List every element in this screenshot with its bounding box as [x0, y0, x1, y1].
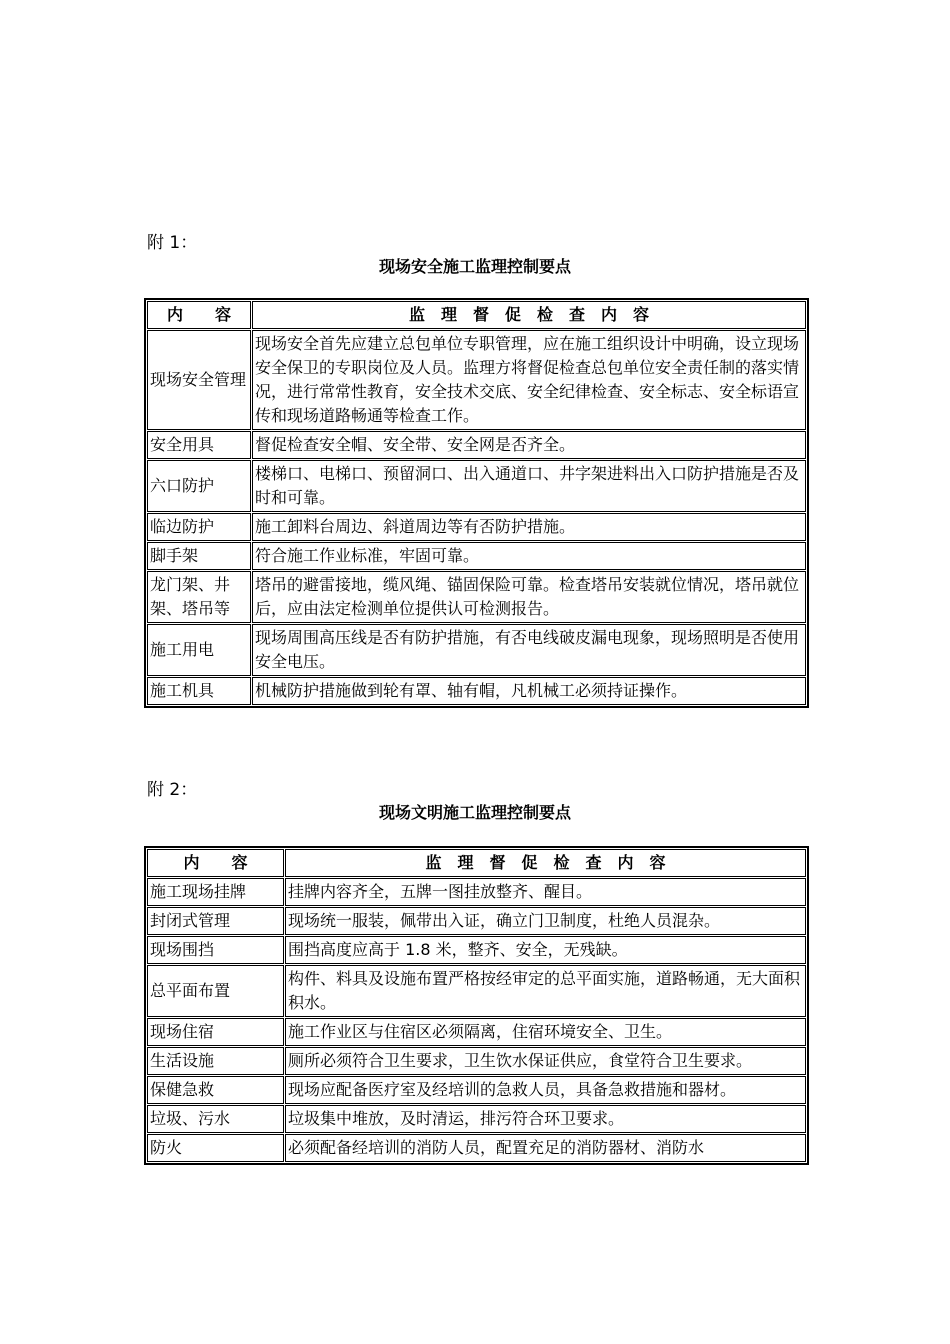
row-category: 防火 — [147, 1134, 284, 1162]
row-content: 塔吊的避雷接地，缆风绳、锚固保险可靠。检查塔吊安装就位情况，塔吊就位后，应由法定检测单位提供认可检测报告。 — [252, 571, 806, 623]
row-category: 垃圾、污水 — [147, 1105, 284, 1133]
row-category: 施工现场挂牌 — [147, 878, 284, 906]
table-row — [147, 965, 806, 1017]
row-category: 总平面布置 — [147, 965, 284, 1017]
row-content: 施工作业区与住宿区必须隔离，住宿环境安全、卫生。 — [285, 1018, 806, 1046]
header-content: 监 理 督 促 检 查 内 容 — [252, 301, 806, 329]
table-row — [147, 878, 806, 906]
table-header-row — [147, 301, 806, 329]
row-category: 六口防护 — [147, 460, 251, 512]
row-content: 督促检查安全帽、安全带、安全网是否齐全。 — [252, 431, 806, 459]
row-category: 生活设施 — [147, 1047, 284, 1075]
row-content: 机械防护措施做到轮有罩、轴有帽，凡机械工必须持证操作。 — [252, 677, 806, 705]
appendix-1-title: 现场安全施工监理控制要点 — [378, 257, 571, 276]
table-row — [147, 513, 806, 541]
table-row — [147, 571, 806, 623]
row-content: 现场安全首先应建立总包单位专职管理，应在施工组织设计中明确，设立现场安全保卫的专职岗位及人员。监理方将督促检查总包单位安全责任制的落实情况，进行常常性教育，安全技术交底、安全纪律检查、安全标志、安全标语宣传和现场道路畅通等检查工作。 — [252, 330, 806, 430]
table-row — [147, 542, 806, 570]
row-category: 施工用电 — [147, 624, 251, 676]
safety-control-table — [144, 298, 809, 708]
row-category: 脚手架 — [147, 542, 251, 570]
header-content: 监 理 督 促 检 查 内 容 — [285, 849, 806, 877]
row-content: 现场应配备医疗室及经培训的急救人员，具备急救措施和器材。 — [285, 1076, 806, 1104]
table-row — [147, 936, 806, 964]
row-content: 厕所必须符合卫生要求，卫生饮水保证供应，食堂符合卫生要求。 — [285, 1047, 806, 1075]
row-content: 楼梯口、电梯口、预留洞口、出入通道口、井字架进料出入口防护措施是否及时和可靠。 — [252, 460, 806, 512]
table-row — [147, 1076, 806, 1104]
row-content: 现场周围高压线是否有防护措施，有否电线破皮漏电现象，现场照明是否使用安全电压。 — [252, 624, 806, 676]
row-category: 施工机具 — [147, 677, 251, 705]
table-row — [147, 1047, 806, 1075]
table-row — [147, 624, 806, 676]
row-category: 安全用具 — [147, 431, 251, 459]
row-category: 现场围挡 — [147, 936, 284, 964]
appendix-1-label: 附 1： — [147, 233, 198, 253]
header-category: 内 容 — [147, 849, 284, 877]
table-row — [147, 431, 806, 459]
appendix-2-title: 现场文明施工监理控制要点 — [378, 803, 571, 822]
row-content: 必须配备经培训的消防人员，配置充足的消防器材、消防水 — [285, 1134, 806, 1162]
appendix-2-label: 附 2： — [147, 780, 198, 800]
row-category: 保健急救 — [147, 1076, 284, 1104]
table-row — [147, 1134, 806, 1162]
row-category: 封闭式管理 — [147, 907, 284, 935]
table-row — [147, 1018, 806, 1046]
civilized-construction-table — [144, 846, 809, 1165]
row-category: 现场安全管理 — [147, 330, 251, 430]
table-row — [147, 1105, 806, 1133]
row-content: 挂牌内容齐全，五牌一图挂放整齐、醒目。 — [285, 878, 806, 906]
row-category: 临边防护 — [147, 513, 251, 541]
row-content: 垃圾集中堆放，及时清运，排污符合环卫要求。 — [285, 1105, 806, 1133]
table-row — [147, 677, 806, 705]
row-content: 现场统一服装，佩带出入证，确立门卫制度，杜绝人员混杂。 — [285, 907, 806, 935]
row-content: 施工卸料台周边、斜道周边等有否防护措施。 — [252, 513, 806, 541]
table-row — [147, 907, 806, 935]
header-category: 内 容 — [147, 301, 251, 329]
table-header-row — [147, 849, 806, 877]
row-content: 构件、料具及设施布置严格按经审定的总平面实施，道路畅通，无大面积积水。 — [285, 965, 806, 1017]
row-content: 围挡高度应高于 1.8 米，整齐、安全，无残缺。 — [285, 936, 806, 964]
row-category: 龙门架、井架、塔吊等 — [147, 571, 251, 623]
row-content: 符合施工作业标准，牢固可靠。 — [252, 542, 806, 570]
row-category: 现场住宿 — [147, 1018, 284, 1046]
table-row — [147, 330, 806, 430]
table-row — [147, 460, 806, 512]
